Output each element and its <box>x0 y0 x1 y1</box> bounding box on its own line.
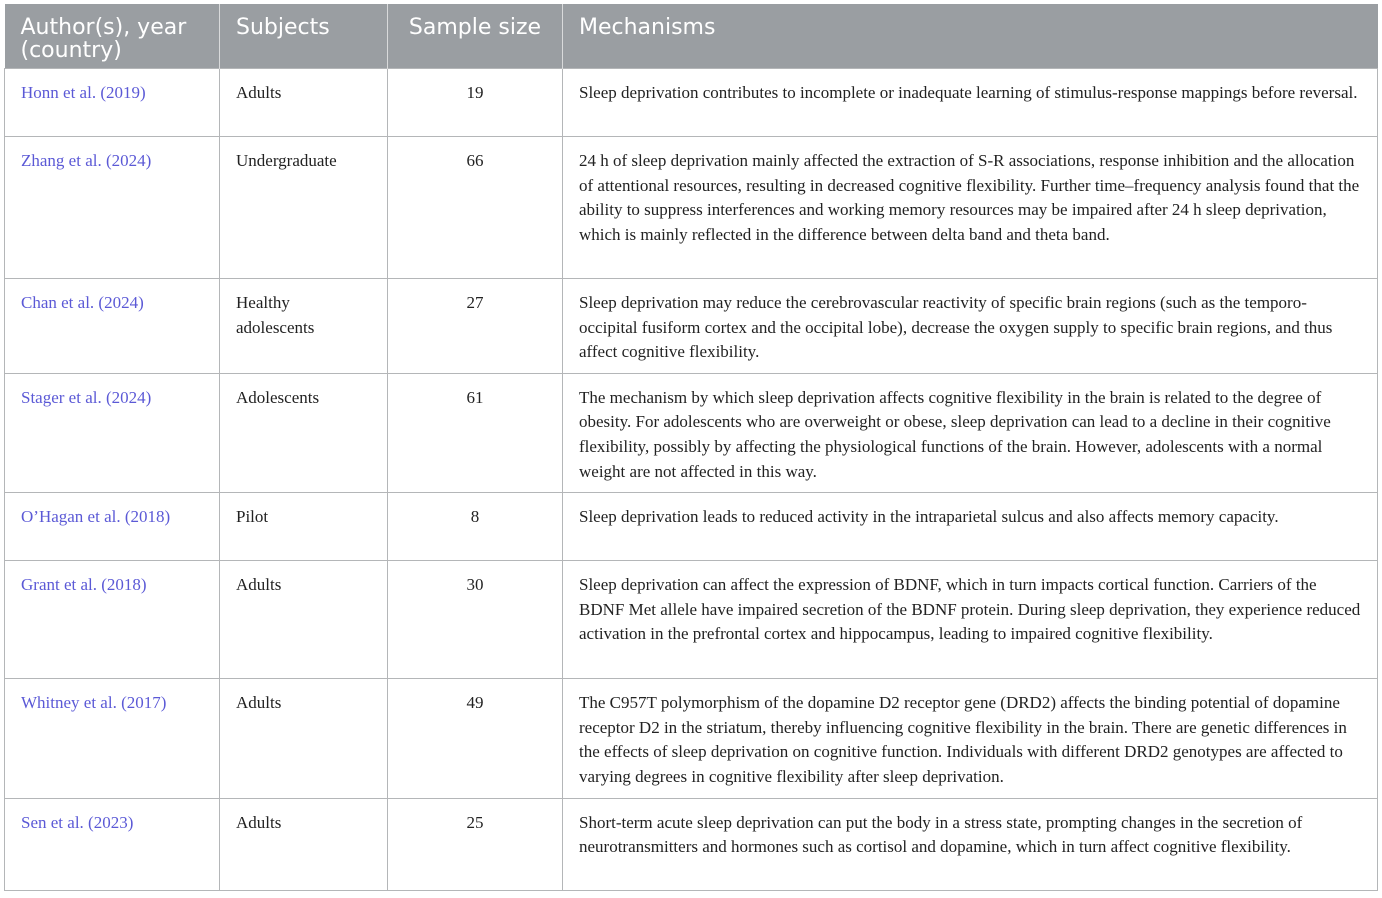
header-sample-size: Sample size <box>388 4 563 69</box>
author-link[interactable]: Grant et al. (2018) <box>5 561 220 679</box>
subjects-cell: Adults <box>220 679 388 798</box>
subjects-cell: Pilot <box>220 493 388 561</box>
mechanism-cell: The mechanism by which sleep deprivation affects cognitive flexibility in the brain is related to the degree of obesity. For adolescents who are overweight or obese, sleep deprivation can lead to a decline in their cognitive flexibility, possibly by affecting the physiological functions of the brain. However, adolescents with a normal weight are not affected in this way. <box>563 373 1378 492</box>
mechanism-cell: Sleep deprivation can affect the expression of BDNF, which in turn impacts cortical function. Carriers of the BDNF Met allele have impaired secretion of the BDNF protein. During sleep deprivation, they experience reduced activation in the prefrontal cortex and hippocampus, leading to impaired cognitive flexibility. <box>563 561 1378 679</box>
table-row <box>5 561 1378 679</box>
author-link[interactable]: Whitney et al. (2017) <box>5 679 220 798</box>
subjects-cell: Undergraduate <box>220 137 388 279</box>
table-row <box>5 798 1378 890</box>
table-row <box>5 373 1378 492</box>
author-link[interactable]: Stager et al. (2024) <box>5 373 220 492</box>
studies-table <box>4 4 1378 891</box>
header-row <box>5 4 1378 69</box>
table-row <box>5 679 1378 798</box>
table-row <box>5 137 1378 279</box>
table-body <box>5 69 1378 891</box>
table-row <box>5 69 1378 137</box>
author-link[interactable]: Zhang et al. (2024) <box>5 137 220 279</box>
table-row <box>5 279 1378 374</box>
sample-size-cell: 19 <box>388 69 563 137</box>
subjects-cell: Adolescents <box>220 373 388 492</box>
header-subjects: Subjects <box>220 4 388 69</box>
table-row <box>5 493 1378 561</box>
sample-size-cell: 8 <box>388 493 563 561</box>
author-link[interactable]: Chan et al. (2024) <box>5 279 220 374</box>
header-mechanisms: Mechanisms <box>563 4 1378 69</box>
subjects-cell: Adults <box>220 69 388 137</box>
author-link[interactable]: Sen et al. (2023) <box>5 798 220 890</box>
mechanism-cell: Sleep deprivation contributes to incomplete or inadequate learning of stimulus-response mappings before reversal. <box>563 69 1378 137</box>
mechanism-cell: The C957T polymorphism of the dopamine D2 receptor gene (DRD2) affects the binding potential of dopamine receptor D2 in the striatum, thereby influencing cognitive flexibility in the brain. There are genetic differences in the effects of sleep deprivation on cognitive function. Individuals with different DRD2 genotypes are affected to varying degrees in cognitive flexibility after sleep deprivation. <box>563 679 1378 798</box>
subjects-cell: Adults <box>220 798 388 890</box>
sample-size-cell: 27 <box>388 279 563 374</box>
author-link[interactable]: O’Hagan et al. (2018) <box>5 493 220 561</box>
mechanism-cell: 24 h of sleep deprivation mainly affected the extraction of S-R associations, response inhibition and the allocation of attentional resources, resulting in decreased cognitive flexibility. Further time–frequency analysis found that the ability to suppress interferences and working memory resources may be impaired after 24 h sleep deprivation, which is mainly reflected in the difference between delta band and theta band. <box>563 137 1378 279</box>
subjects-cell: Healthy adolescents <box>220 279 388 374</box>
sample-size-cell: 66 <box>388 137 563 279</box>
author-link[interactable]: Honn et al. (2019) <box>5 69 220 137</box>
mechanism-cell: Sleep deprivation may reduce the cerebrovascular reactivity of specific brain regions (such as the temporo-occipital fusiform cortex and the occipital lobe), decrease the oxygen supply to specific brain regions, and thus affect cognitive flexibility. <box>563 279 1378 374</box>
subjects-cell: Adults <box>220 561 388 679</box>
mechanism-cell: Sleep deprivation leads to reduced activity in the intraparietal sulcus and also affects memory capacity. <box>563 493 1378 561</box>
mechanism-cell: Short-term acute sleep deprivation can put the body in a stress state, prompting changes in the secretion of neurotransmitters and hormones such as cortisol and dopamine, which in turn affect cognitive flexibility. <box>563 798 1378 890</box>
table-container <box>4 4 1377 891</box>
header-author: Author(s), year (country) <box>5 4 220 69</box>
sample-size-cell: 25 <box>388 798 563 890</box>
table-header <box>5 4 1378 69</box>
sample-size-cell: 30 <box>388 561 563 679</box>
sample-size-cell: 61 <box>388 373 563 492</box>
sample-size-cell: 49 <box>388 679 563 798</box>
